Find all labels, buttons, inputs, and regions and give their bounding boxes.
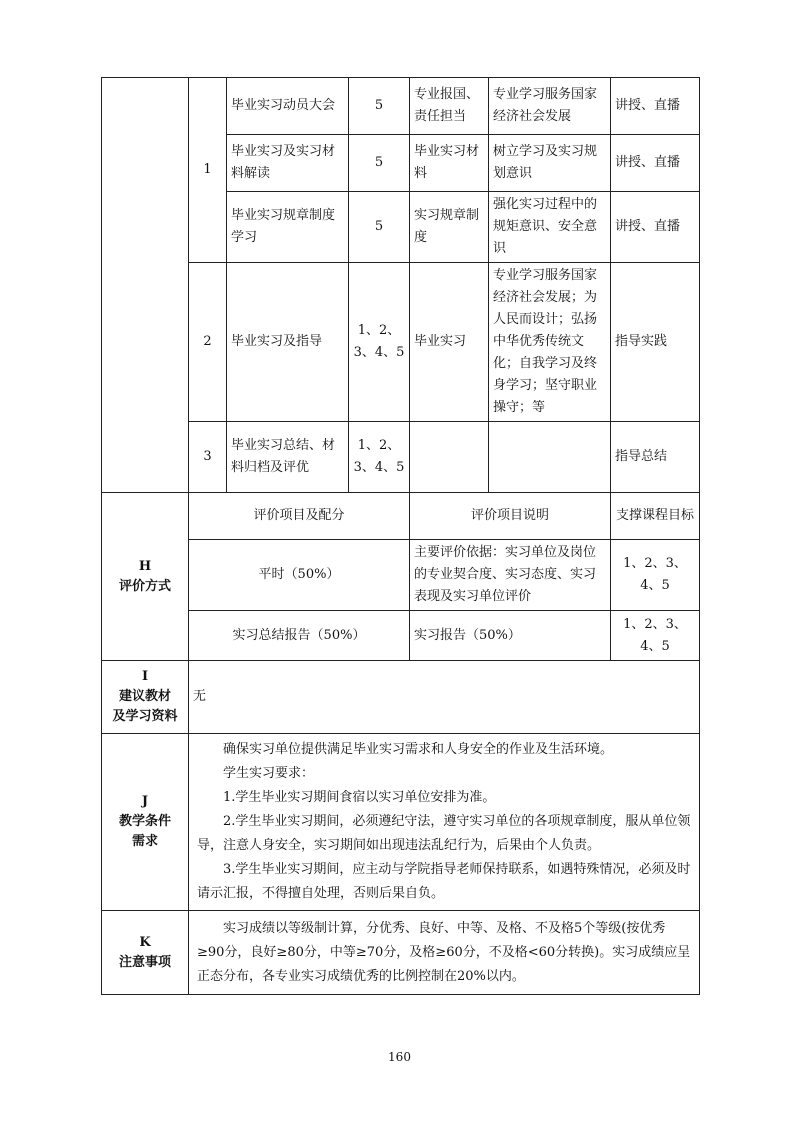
section-code: I: [141, 669, 149, 684]
evaluation-desc: 主要评价依据：实习单位及岗位的专业契合度、实习态度、实习表现及实习单位评价: [410, 540, 611, 611]
syllabus-table-wrapper: [101, 77, 699, 995]
evaluation-target: 1、2、3、4、5: [611, 540, 700, 611]
activity-hours: 5: [349, 135, 410, 192]
evaluation-item: 平时（50%）: [189, 540, 410, 611]
activity-goal: 专业学习服务国家经济社会发展；为人民而设计；弘扬中华优秀传统文化；自我学习及终身学习；坚守职业操守；等: [489, 263, 611, 422]
evaluation-target: 1、2、3、4、5: [611, 611, 700, 661]
conditions-paragraph: 2.学生毕业实习期间，必须遵纪守法，遵守实习单位的各项规章制度，服从单位领导，注意人身安全，实习期间如出现违法乱纪行为，后果由个人负责。: [197, 814, 691, 853]
section-title: 注意事项: [118, 954, 171, 970]
section-title: 教学条件: [118, 814, 171, 829]
activity-content: 毕业实习及指导: [227, 263, 349, 422]
activity-element: [410, 422, 489, 493]
section-title: 建议教材: [118, 689, 171, 704]
conditions-paragraph: 1.学生毕业实习期间食宿以实习单位安排为准。: [223, 790, 496, 805]
activity-hours: 1、2、3、4、5: [349, 263, 410, 422]
conditions-paragraph: 3.学生毕业实习期间，应主动与学院指导老师保持联系，如遇特殊情况，必须及时请示汇报，不得擅自处理，否则后果自负。: [197, 862, 691, 901]
conditions-paragraph: 学生实习要求：: [223, 766, 315, 781]
activity-element: 毕业实习: [410, 263, 489, 422]
activity-goal: 强化实习过程中的规矩意识、安全意识: [489, 192, 611, 263]
activity-group-num: 1: [189, 78, 227, 263]
conditions-body: [189, 734, 700, 911]
activity-row: [102, 78, 700, 135]
activity-goal: 树立学习及实习规划意识: [489, 135, 611, 192]
section-code: H: [138, 558, 152, 574]
activity-row: [102, 263, 700, 422]
activity-hours: 1、2、3、4、5: [349, 422, 410, 493]
evaluation-header: 支撑课程目标: [611, 493, 700, 540]
activity-goal: 专业学习服务国家经济社会发展: [489, 78, 611, 135]
materials-text: 无: [189, 661, 700, 734]
evaluation-row: [102, 540, 700, 611]
activity-element: 毕业实习材料: [410, 135, 489, 192]
activity-row: [102, 422, 700, 493]
activity-content: 毕业实习及实习材料解读: [227, 135, 349, 192]
conditions-row: [102, 734, 700, 911]
activity-element: 专业报国、责任担当: [410, 78, 489, 135]
materials-row: [102, 661, 700, 734]
section-label-notes: [102, 911, 189, 995]
evaluation-item: 实习总结报告（50%）: [189, 611, 410, 661]
activity-method: 指导总结: [611, 422, 700, 493]
evaluation-header-row: [102, 493, 700, 540]
activity-content: 毕业实习规章制度学习: [227, 192, 349, 263]
section-title: 需求: [131, 834, 158, 849]
page-number: 160: [388, 1050, 411, 1064]
activity-group-num: 3: [189, 422, 227, 493]
activity-content: 毕业实习总结、材料归档及评优: [227, 422, 349, 493]
activity-group-num: 2: [189, 263, 227, 422]
activity-hours: 5: [349, 192, 410, 263]
activity-method: 讲授、直播: [611, 135, 700, 192]
section-label-materials: [102, 661, 189, 734]
section-title: 及学习资料: [112, 709, 178, 724]
notes-text: 实习成绩以等级制计算，分优秀、良好、中等、及格、不及格5个等级(按优秀≥90分，良好≥80分，中等≥70分，及格≥60分，不及格<60分转换)。实习成绩应呈正态分布，各专业实习成绩优秀的比例控制在20%以内。: [197, 920, 691, 984]
conditions-paragraph: 确保实习单位提供满足毕业实习需求和人身安全的作业及生活环境。: [223, 742, 614, 757]
evaluation-header: 评价项目说明: [410, 493, 611, 540]
activity-goal: [489, 422, 611, 493]
section-code: J: [141, 794, 149, 809]
evaluation-desc: 实习报告（50%）: [410, 611, 611, 661]
activity-method: 指导实践: [611, 263, 700, 422]
section-code: K: [139, 934, 151, 950]
evaluation-header: 评价项目及配分: [189, 493, 410, 540]
syllabus-table: [101, 77, 700, 995]
evaluation-row: [102, 611, 700, 661]
activity-element: 实习规章制度: [410, 192, 489, 263]
activity-content: 毕业实习动员大会: [227, 78, 349, 135]
notes-body: [189, 911, 700, 995]
section-title: 评价方式: [118, 578, 171, 594]
section-label-conditions: [102, 734, 189, 911]
section-label-evaluation: [102, 493, 189, 661]
notes-row: [102, 911, 700, 995]
activities-left-blank: [102, 78, 189, 493]
activity-method: 讲授、直播: [611, 192, 700, 263]
activity-method: 讲授、直播: [611, 78, 700, 135]
activity-hours: 5: [349, 78, 410, 135]
